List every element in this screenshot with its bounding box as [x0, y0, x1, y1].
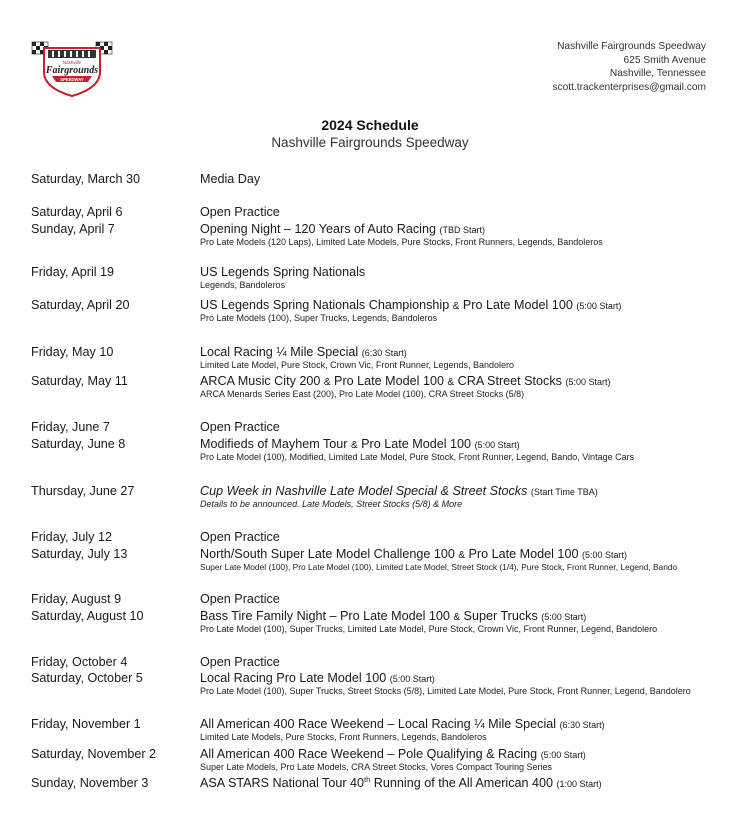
event-details: Limited Late Model, Pure Stock, Crown Vic, Front Runner, Legends, Bandolero [200, 360, 515, 370]
event-title: Open Practice [200, 530, 280, 544]
address-venue: Nashville Fairgrounds Speedway [557, 41, 706, 52]
event-title: US Legends Spring Nationals Championship & Pro Late Model 100 (5:00 Start) [200, 298, 622, 312]
event-details: ARCA Menards Series East (200), Pro Late Model (100), CRA Street Stocks (5/8) [200, 389, 525, 399]
event-title: Bass Tire Family Night – Pro Late Model 100 & Super Trucks (5:00 Start) [200, 609, 587, 623]
start-time: (5:00 Start) [474, 440, 520, 450]
start-time: (5:00 Start) [576, 301, 622, 311]
event-date: Saturday, November 2 [31, 747, 157, 761]
start-time: (5:00 Start) [565, 377, 611, 387]
event-title: All American 400 Race Weekend – Pole Qualifying & Racing (5:00 Start) [200, 747, 586, 761]
event-date: Sunday, November 3 [31, 776, 149, 790]
event-title: Cup Week in Nashville Late Model Special & Street Stocks (Start Time TBA) [200, 484, 598, 498]
page-title: 2024 Schedule [321, 117, 419, 133]
event-title: Opening Night – 120 Years of Auto Racing (TBD Start) [200, 222, 485, 236]
event-date: Friday, August 9 [31, 592, 122, 606]
start-time: (1:00 Start) [556, 779, 602, 789]
page-subtitle: Nashville Fairgrounds Speedway [271, 135, 469, 150]
start-time: (5:00 Start) [389, 674, 435, 684]
event-date: Friday, November 1 [31, 717, 141, 731]
event-date: Saturday, August 10 [31, 609, 144, 623]
event-date: Saturday, June 8 [31, 437, 126, 451]
event-title: Local Racing ¼ Mile Special (6:30 Start) [200, 345, 407, 359]
event-title: Modifieds of Mayhem Tour & Pro Late Model 100 (5:00 Start) [200, 437, 520, 451]
event-title: ASA STARS National Tour 40th Running of the All American 400 (1:00 Start) [200, 774, 602, 790]
event-date: Friday, April 19 [31, 265, 115, 279]
address-city: Nashville, Tennessee [609, 68, 706, 80]
event-date: Friday, May 10 [31, 345, 114, 359]
start-time: (5:00 Start) [541, 612, 587, 622]
event-date: Saturday, October 5 [31, 671, 143, 685]
event-date: Saturday, April 6 [31, 205, 123, 219]
event-details: Limited Late Models, Pure Stocks, Front Runners, Legends, Bandoleros [200, 732, 487, 742]
event-date: Thursday, June 27 [31, 484, 135, 498]
event-details: Pro Late Model (100), Super Trucks, Street Stocks (5/8), Limited Late Model, Pure Stock, Front Runner, Legend, Bandolero [200, 686, 691, 696]
event-details: Legends, Bandoleros [200, 280, 286, 290]
start-time: (Start Time TBA) [530, 487, 598, 497]
event-date: Saturday, April 20 [31, 298, 130, 312]
event-details: Pro Late Models (120 Laps), Limited Late Models, Pure Stocks, Front Runners, Legends, Bandoleros [200, 237, 603, 247]
start-time: (6:30 Start) [559, 720, 605, 730]
start-time: (5:00 Start) [581, 550, 627, 560]
event-date: Saturday, July 13 [31, 547, 128, 561]
event-title: ARCA Music City 200 & Pro Late Model 100 & CRA Street Stocks (5:00 Start) [200, 374, 611, 388]
event-title: Media Day [200, 172, 261, 186]
address-street: 625 Smith Avenue [623, 54, 706, 66]
event-details: Pro Late Model (100), Modified, Limited Late Model, Pure Stock, Front Runner, Legend, Bando, Vintage Cars [200, 452, 635, 462]
start-time: (5:00 Start) [540, 750, 586, 760]
event-date: Friday, July 12 [31, 530, 112, 544]
event-date: Saturday, March 30 [31, 172, 140, 186]
event-details: Pro Late Models (100), Super Trucks, Legends, Bandoleros [200, 313, 438, 323]
event-date: Sunday, April 7 [31, 222, 115, 236]
event-title: Local Racing Pro Late Model 100 (5:00 Start) [200, 671, 435, 685]
event-title: US Legends Spring Nationals [200, 265, 366, 279]
event-details: Details to be announced. Late Models, Street Stocks (5/8) & More [200, 499, 463, 509]
event-title: Open Practice [200, 655, 280, 669]
event-date: Friday, June 7 [31, 420, 110, 434]
svg-text:Nashville: Nashville [62, 60, 82, 65]
event-title: North/South Super Late Model Challenge 100 & Pro Late Model 100 (5:00 Start) [200, 547, 627, 561]
event-details: Super Late Model (100), Pro Late Model (100), Limited Late Model, Street Stock (1/4), Pure Stock, Front Runner, Legend, Bando [200, 562, 678, 572]
event-details: Pro Late Model (100), Super Trucks, Limited Late Model, Pure Stock, Crown Vic, Front Runner, Legend, Bandolero [200, 624, 658, 634]
speedway-logo [30, 38, 114, 98]
event-title: Open Practice [200, 420, 280, 434]
event-title: Open Practice [200, 592, 280, 606]
event-title: All American 400 Race Weekend – Local Racing ¼ Mile Special (6:30 Start) [200, 717, 605, 731]
event-details: Super Late Models, Pro Late Models, CRA Street Stocks, Vores Compact Touring Series [200, 762, 553, 772]
event-date: Friday, October 4 [31, 655, 128, 669]
start-time: (6:30 Start) [361, 348, 407, 358]
contact-address [552, 40, 706, 94]
event-title: Open Practice [200, 205, 280, 219]
svg-text:SPEEDWAY: SPEEDWAY [60, 76, 84, 82]
contact-email[interactable]: scott.trackenterprises@gmail.com [552, 81, 706, 93]
svg-text:Fairgrounds: Fairgrounds [45, 65, 99, 76]
start-time: (TBD Start) [439, 225, 485, 235]
event-date: Saturday, May 11 [31, 374, 128, 388]
